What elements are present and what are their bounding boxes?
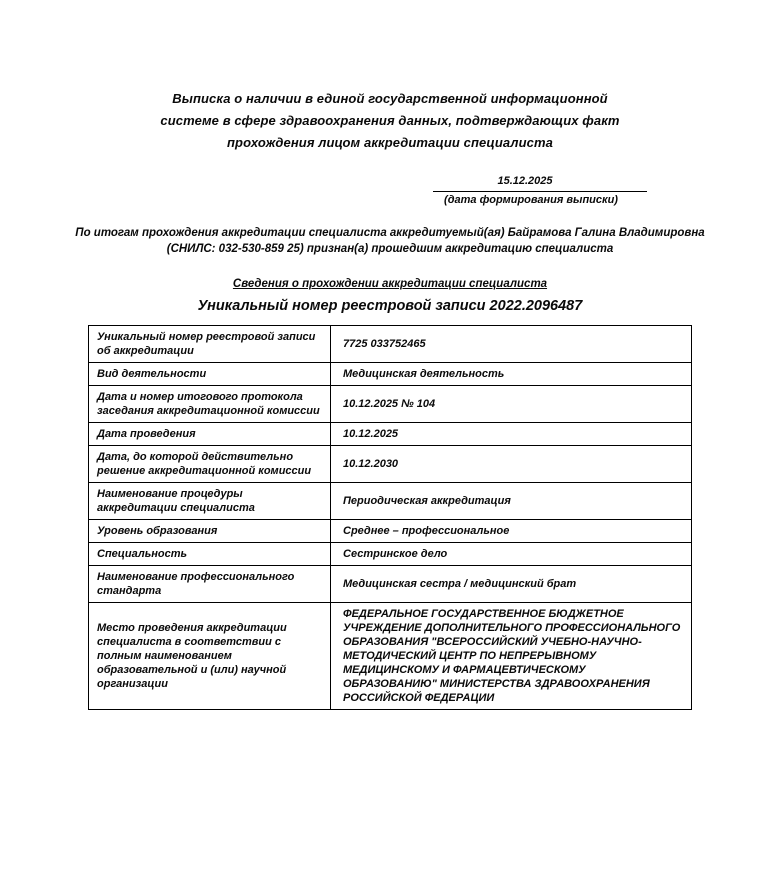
document-title-line-3: прохождения лицом аккредитации специалиста xyxy=(227,135,553,150)
table-row-professional-standard xyxy=(89,566,692,603)
row-value: 7725 033752465 xyxy=(331,326,692,363)
section-heading: Сведения о прохождении аккредитации специалиста xyxy=(232,278,548,290)
row-value: Периодическая аккредитация xyxy=(331,483,692,520)
row-value: ФЕДЕРАЛЬНОЕ ГОСУДАРСТВЕННОЕ БЮДЖЕТНОЕ УЧРЕЖДЕНИЕ ДОПОЛНИТЕЛЬНОГО ПРОФЕССИОНАЛЬНОГО ОБРАЗОВАНИЯ "ВСЕРОССИЙСКИЙ УЧЕБНО-НАУЧНО-МЕТОДИЧЕСКИЙ ЦЕНТР ПО НЕПРЕРЫВНОМУ МЕДИЦИНСКОМУ И ФАРМАЦЕВТИЧЕСКОМУ ОБРАЗОВАНИЮ" МИНИСТЕРСТВА ЗДРАВООХРАНЕНИЯ РОССИЙСКОЙ ФЕДЕРАЦИИ xyxy=(331,603,692,710)
row-value: Сестринское дело xyxy=(331,543,692,566)
table-row-education-level xyxy=(89,520,692,543)
table-row-valid-until-date xyxy=(89,446,692,483)
document-title xyxy=(0,88,780,154)
row-label: Дата и номер итогового протокола заседания аккредитационной комиссии xyxy=(89,386,331,423)
row-label: Наименование профессионального стандарта xyxy=(89,566,331,603)
table-row-conduct-date xyxy=(89,423,692,446)
row-value: 10.12.2030 xyxy=(331,446,692,483)
registry-number-heading: Уникальный номер реестровой записи 2022.2096487 xyxy=(197,298,583,314)
row-value: Медицинская сестра / медицинский брат xyxy=(331,566,692,603)
document-title-line-1: Выписка о наличии в единой государственной информационной xyxy=(172,91,608,106)
intro-paragraph: По итогам прохождения аккредитации специалиста аккредитуемый(ая) Байрамова Галина Владимировна (СНИЛС: 032-530-859 25) признан(а) прошедшим аккредитацию специалиста xyxy=(75,227,705,255)
document-title-line-2: системе в сфере здравоохранения данных, подтверждающих факт xyxy=(160,113,620,128)
table-row-protocol-date-number xyxy=(89,386,692,423)
row-label: Наименование процедуры аккредитации специалиста xyxy=(89,483,331,520)
table-row-accreditation-place xyxy=(89,603,692,710)
issue-date-caption: (дата формирования выписки) xyxy=(444,194,618,206)
row-value: Медицинская деятельность xyxy=(331,363,692,386)
row-label: Дата, до которой действительно решение аккредитационной комиссии xyxy=(89,446,331,483)
table-row-procedure-name xyxy=(89,483,692,520)
issue-date-block xyxy=(433,175,647,207)
table-row-specialty xyxy=(89,543,692,566)
table-row-activity-type xyxy=(89,363,692,386)
accreditation-table-body xyxy=(89,326,692,710)
row-value: 10.12.2025 № 104 xyxy=(331,386,692,423)
row-value: 10.12.2025 xyxy=(331,423,692,446)
row-label: Вид деятельности xyxy=(89,363,331,386)
table-row-registry-number xyxy=(89,326,692,363)
row-label: Специальность xyxy=(89,543,331,566)
row-label: Дата проведения xyxy=(89,423,331,446)
row-label: Место проведения аккредитации специалиста в соответствии с полным наименованием образовательной и (или) научной организации xyxy=(89,603,331,710)
issue-date: 15.12.2025 xyxy=(433,175,647,192)
row-label: Уникальный номер реестровой записи об аккредитации xyxy=(89,326,331,363)
accreditation-details-table xyxy=(88,325,692,710)
row-label: Уровень образования xyxy=(89,520,331,543)
row-value: Среднее – профессиональное xyxy=(331,520,692,543)
